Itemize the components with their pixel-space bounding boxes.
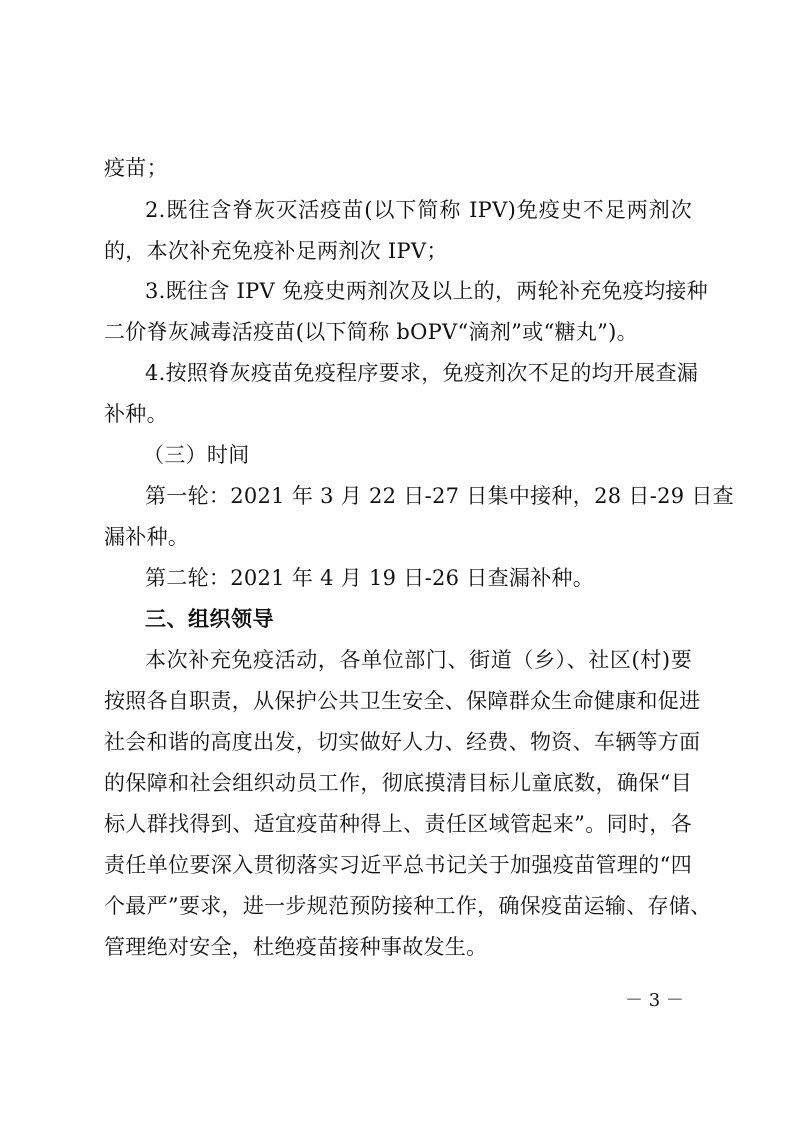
body-line-5: 二价脊灰减毒活疫苗(以下简称 bOPV“滴剂”或“糖丸”)。 <box>104 320 638 344</box>
body-line-10: 漏补种。 <box>104 525 190 549</box>
body-line-20: 管理绝对安全，杜绝疫苗接种事故发生。 <box>104 935 488 959</box>
list-item-4: 4.按照脊灰疫苗免疫程序要求，免疫剂次不足的均开展查漏 <box>145 361 699 385</box>
body-line-14: 按照各自职责，从保护公共卫生安全、保障群众生命健康和促进 <box>104 689 701 713</box>
body-line-19: 个最严”要求，进一步规范预防接种工作，确保疫苗运输、存储、 <box>104 894 712 918</box>
body-line-1: 疫苗； <box>104 156 168 180</box>
page-number: － 3 － <box>625 990 684 1011</box>
section-heading-organization: 三、组织领导 <box>145 607 274 631</box>
round-two-line: 第二轮：2021 年 4 月 19 日-26 日查漏补种。 <box>145 566 595 590</box>
body-line-15: 社会和谐的高度出发，切实做好人力、经费、物资、车辆等方面 <box>104 730 701 754</box>
body-line-7: 补种。 <box>104 402 168 426</box>
body-line-18: 责任单位要深入贯彻落实习近平总书记关于加强疫苗管理的“四 <box>104 853 692 877</box>
round-one-line: 第一轮：2021 年 3 月 22 日-27 日集中接种，28 日-29 日查 <box>145 484 734 508</box>
body-line-3: 的，本次补充免疫补足两剂次 IPV； <box>104 239 448 263</box>
list-item-2: 2.既往含脊灰灭活疫苗(以下简称 IPV)免疫史不足两剂次 <box>145 198 692 222</box>
list-item-3: 3.既往含 IPV 免疫史两剂次及以上的，两轮补充免疫均接种 <box>145 279 708 303</box>
body-line-13: 本次补充免疫活动，各单位部门、街道（乡）、社区(村)要 <box>145 648 692 672</box>
body-line-17: 标人群找得到、适宜疫苗种得上、责任区域管起来”。同时，各 <box>104 812 692 836</box>
subsection-heading-time: （三）时间 <box>143 443 250 467</box>
body-line-16: 的保障和社会组织动员工作，彻底摸清目标儿童底数，确保“目 <box>104 771 692 795</box>
